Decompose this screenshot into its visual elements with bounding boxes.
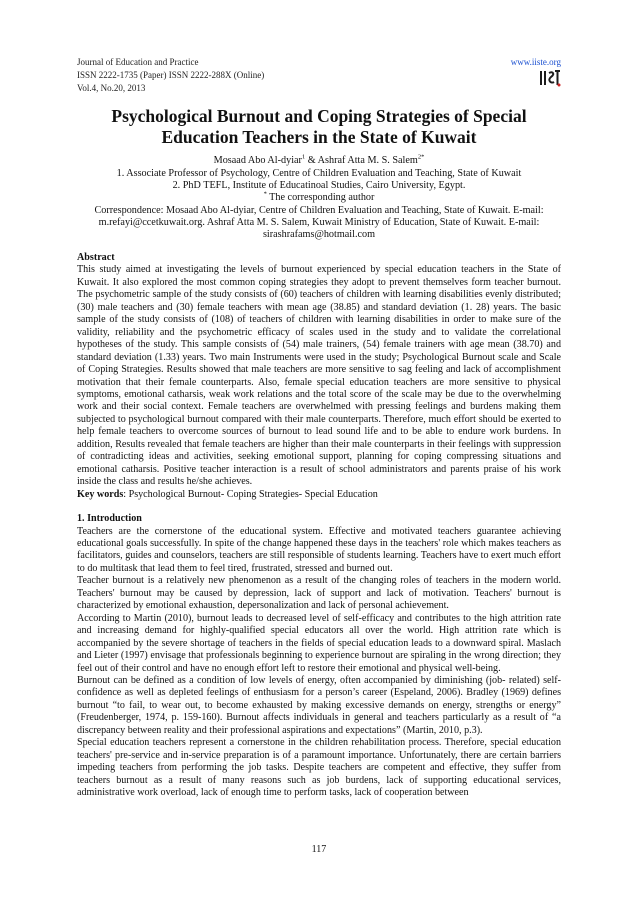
author-separator: & xyxy=(305,155,318,166)
journal-name: Journal of Education and Practice xyxy=(77,57,199,67)
corresponding-note xyxy=(70,192,568,204)
journal-volume: Vol.4, No.20, 2013 xyxy=(77,83,146,93)
iiste-logo xyxy=(539,68,561,88)
intro-paragraph: Teacher burnout is a relatively new phenomenon as a result of the changing roles of teachers in the modern world. Teachers' burnout may be caused by depression, lack of support and lack of motivation. Teachers' burnout is characterized by emotional exhaustion, depersonalization and lack of personal achievement. xyxy=(77,575,561,612)
abstract-heading: Abstract xyxy=(77,252,115,263)
author-line xyxy=(70,155,568,167)
intro-heading: 1. Introduction xyxy=(77,513,142,525)
abstract-text: This study aimed at investigating the levels of burnout experienced by special education teachers in the State of Kuwait. It also explored the most common coping strategies they adopt to prevent themselves form teacher burnout. The psychometric sample of the study consists of (60) teachers of children with learning disabilities evenly distributed; (30) male teachers and (30) female teachers with mean age (38.85) and standard deviation (1. 28) years. The basic sample of the study consists of (108) of teachers of children with learning disabilities in order to make sure of the validity, reliability and the psychometric efficacy of scales used in the study and to validate the correlational hypotheses of the study. This sample consists of (54) male trainers, (54) female trainers with age mean (38.70) and standard deviation (1.33) years. Two main Instruments were used in the study; Psychological Burnout scale and Scale of Coping Strategies. Results showed that male teachers are more sensitive to sag feeling and lack of accomplishment motivation that their female counterparts. Also, female special education teachers are more sensitive to physical symptoms, emotional catharsis, weak work relations and the total score of the scale may be due to the overwhelming work and their social context. Female teachers are overwhelmed with pressing feelings and burdens making them subjected to psychological burnout compared with their male counterparts. Therefore, much effort should be exerted to help female teachers to overcome sources of burnout to lead sound life and to be able to endure work burdens. In addition, Results revealed that female teachers are higher than their male counterparts in their feelings with suppression of contradicting ideas and activities, seeking emotional support, planning for coping compressing situations and emotional catharsis. Positive teacher interaction is a result of school administrators and parents praise of his work inside the class and results he/she achieves. xyxy=(77,264,561,488)
intro-paragraph: Special education teachers represent a cornerstone in the children rehabilitation process. Therefore, special education teachers' pre-service and in-service preparation is of a paramount importance. Unfortunately, there are certain barriers impeding teachers from performing the job tasks. Despite teachers are competent and effective, they suffer from teachers burnout as a result of many reasons such as job burdens, lack of supporting educational services, administrative work overload, lack of enough time to perform tasks, lack of cooperation between xyxy=(77,737,561,799)
page-number: 117 xyxy=(311,844,327,855)
keywords-text: : Psychological Burnout- Coping Strategies- Special Education xyxy=(123,488,378,500)
paper-title: Psychological Burnout and Coping Strategies of Special Education Teachers in the State of Kuwait xyxy=(111,106,527,147)
correspondence: Correspondence: Mosaad Abo Al-dyiar, Centre of Children Evaluation and Teaching, State of Kuwait. E-mail: m.refayi@ccetkuwait.org. Ashraf Atta M. S. Salem, Kuwait Ministry of Education, State of Kuwait. E-mail: sirashrafams@hotmail.com xyxy=(94,204,544,241)
keywords-label: Key words xyxy=(77,488,124,500)
paper-body xyxy=(77,252,561,799)
corresponding-text: The corresponding author xyxy=(266,192,375,204)
intro-paragraph: Burnout can be defined as a condition of low levels of energy, often accompanied by diminishing (job- related) self-confidence as well as depleted feelings of enthusiasm for a person’s career (Espeland, 2006). Bradley (1969) defines burnout “to fail, to wear out, to become exhausted by making excessive demands on energy, strengths or energy” (Freudenberger, 1974, p. 159-160). Burnout affects individuals in general and teachers particularly as a result of “a discrepancy between reality and their professional aspirations and expectations” (Martin, 2010, p.3). xyxy=(77,674,561,736)
affiliation-1: 1. Associate Professor of Psychology, Centre of Children Evaluation and Teaching, State of Kuwait xyxy=(116,168,522,179)
keywords xyxy=(77,489,561,501)
author-2: Ashraf Atta M. S. Salem xyxy=(317,155,418,166)
author-1: Mosaad Abo Al-dyiar xyxy=(213,155,302,166)
affiliations xyxy=(70,168,568,241)
intro-paragraph: According to Martin (2010), burnout leads to decreased level of self-efficacy and contributes to the high attrition rate and increasing demand for highly-qualified special educators all over the world. High attrition rate which is accompanied by the severe shortage of teachers in the fields of special education leads to a downward spiral. Maslach and Lieter (1997) envisage that professionals beginning to experience burnout are spiraling in the wrong direction; they feel out of their control and have no enough effort left to restore their emotional and physical well-being. xyxy=(77,612,561,674)
corresponding-mark: * xyxy=(263,191,267,199)
intro-paragraph: Teachers are the cornerstone of the educational system. Effective and motivated teachers guarantee achieving educational goals successfully. In spite of the change happened these days in the teachers' role which makes teachers as facilitators, guides and counselors, teachers are still responsible of students learning. Teachers have to exert much effort to do multitask that lead them to feel tired, frustrated, stressed and burned out. xyxy=(77,525,561,574)
author-2-affil: 2* xyxy=(417,153,425,161)
journal-issn: ISSN 2222-1735 (Paper) ISSN 2222-288X (Online) xyxy=(77,70,265,80)
affiliation-2: 2. PhD TEFL, Institute of Educatinoal Studies, Cairo University, Egypt. xyxy=(172,180,466,192)
journal-url-link[interactable]: www.iiste.org xyxy=(510,57,561,67)
author-1-affil: 1 xyxy=(301,153,306,161)
